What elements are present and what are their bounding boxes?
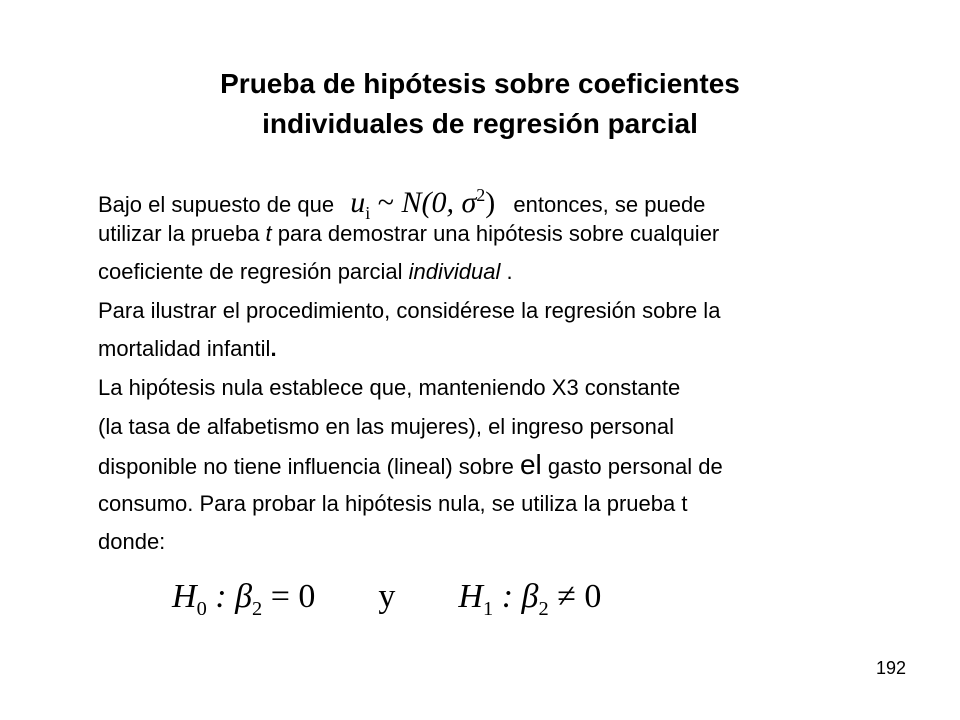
formula-squared: 2 <box>476 185 486 205</box>
h0-letter: H <box>172 578 197 615</box>
body-line-8-el: el <box>519 449 542 481</box>
body-line-8-start: disponible no tiene influencia (lineal) sobre <box>98 454 520 480</box>
h1-rhs: ≠ 0 <box>548 578 602 615</box>
individual-italic: individual <box>408 259 501 285</box>
h0-rhs: = 0 <box>262 578 316 615</box>
body-line-6: La hipótesis nula establece que, manteniendo X3 constante <box>98 374 681 400</box>
body-line-8 <box>98 446 918 485</box>
body-line-7: (la tasa de alfabetismo en las mujeres), el ingreso personal <box>98 413 674 439</box>
body-line-9: consumo. Para probar la hipótesis nula, se utiliza la prueba t <box>98 490 688 516</box>
body-line-1 <box>98 176 918 223</box>
alternative-hypothesis <box>458 578 602 620</box>
body-line-3-end: . <box>500 259 513 285</box>
h1-beta: : β <box>493 578 539 615</box>
formula-tilde: ~ <box>370 186 402 219</box>
hypotheses-formula <box>172 578 601 621</box>
h0-subscript: 0 <box>196 597 207 620</box>
slide-title <box>80 64 880 144</box>
body-line-1-end: entonces, se puede <box>513 192 706 217</box>
formula-u: u <box>350 186 366 219</box>
page-number: 192 <box>875 658 906 678</box>
h0-beta-subscript: 2 <box>252 597 263 620</box>
body-line-1-start: Bajo el supuesto de que <box>98 192 335 217</box>
title-line-1: Prueba de hipótesis sobre coeficientes <box>220 68 740 99</box>
body-line-5-text: mortalidad infantil <box>98 336 271 362</box>
body-line-4: Para ilustrar el procedimiento, considérese la regresión sobre la <box>98 297 721 323</box>
formula-normal: N(0, σ <box>401 186 477 219</box>
body-line-2-end: para demostrar una hipótesis sobre cualquier <box>271 220 720 246</box>
body-line-10: donde: <box>98 529 166 555</box>
title-line-2: individuales de regresión parcial <box>262 108 698 139</box>
h0-beta: : β <box>206 578 253 615</box>
body-line-3-start: coeficiente de regresión parcial <box>98 259 409 285</box>
h1-subscript: 1 <box>482 597 494 620</box>
body-line-2-start: utilizar la prueba <box>98 220 266 246</box>
formula-close-paren: ) <box>485 186 496 219</box>
conjunction-y: y <box>378 578 396 615</box>
formula-i-subscript: i <box>365 203 371 223</box>
body-line-3 <box>98 253 918 292</box>
body-line-8-end: gasto personal de <box>541 454 723 480</box>
body-line-5 <box>98 330 918 369</box>
h1-beta-subscript: 2 <box>538 597 549 620</box>
body-line-5-dot: . <box>270 336 277 362</box>
null-hypothesis <box>172 578 316 620</box>
h1-letter: H <box>458 578 483 615</box>
body-text <box>98 176 918 562</box>
t-italic: t <box>265 220 272 246</box>
body-line-2 <box>98 215 918 254</box>
